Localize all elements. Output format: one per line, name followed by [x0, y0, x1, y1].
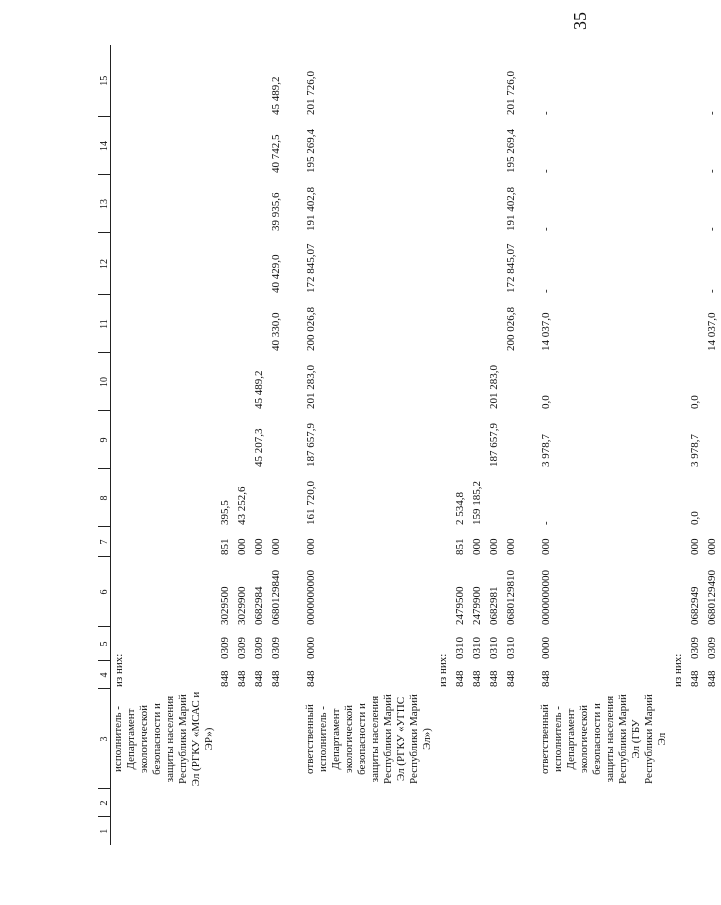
- table-cell-c8: [486, 469, 503, 527]
- table-cell-c12: [687, 233, 704, 295]
- table-cell-c6: [670, 557, 687, 627]
- table-cell-c6: [111, 557, 218, 627]
- table-cell-c4: 848: [505, 670, 517, 687]
- table-cell-c10: 0,0: [540, 395, 552, 409]
- row-spacer: [285, 45, 303, 845]
- table-row: [234, 45, 251, 845]
- table-cell-c8: [251, 469, 268, 527]
- table-cell-c6: 2479900: [471, 586, 483, 625]
- table-cell-c6: 0000000000: [305, 570, 317, 625]
- table-cell-c5: 0309: [706, 637, 718, 659]
- table-row: [111, 45, 218, 845]
- table-cell-c15: [670, 45, 687, 117]
- table-cell-c9: [503, 411, 520, 469]
- table-cell-c14: 195 269,4: [505, 129, 517, 173]
- table-cell-c10: 201 283,0: [305, 365, 317, 409]
- table-cell-c4: 848: [270, 670, 282, 687]
- table-cell-c6: 0680129810: [505, 570, 517, 625]
- table-cell-c13: [452, 175, 469, 233]
- table-cell-c13: -: [706, 227, 718, 231]
- table-cell-c15: [435, 45, 452, 117]
- table-cell-c6: 3029900: [236, 586, 248, 625]
- table-row: [687, 45, 704, 845]
- table-cell-c9: [435, 411, 452, 469]
- table-cell-c13: [687, 175, 704, 233]
- table-cell-c3: [503, 689, 520, 789]
- column-number: 11: [98, 295, 111, 353]
- table-cell-c7: 000: [253, 538, 265, 555]
- table-cell-c12: [234, 233, 251, 295]
- table-cell-empty: [503, 817, 520, 845]
- table-cell-c15: [486, 45, 503, 117]
- column-number: 5: [98, 627, 111, 661]
- table-cell-empty: [303, 789, 435, 817]
- table-cell-c11: [234, 295, 251, 353]
- table-cell-c14: -: [540, 169, 552, 173]
- table-cell-c7: 000: [270, 538, 282, 555]
- table-cell-c13: 191 402,8: [505, 187, 517, 231]
- table-cell-empty: [435, 817, 452, 845]
- table-cell-c13: [217, 175, 234, 233]
- table-cell-c5: 0310: [471, 637, 483, 659]
- table-cell-c6: 0682984: [253, 586, 265, 625]
- table-cell-c7: 000: [706, 538, 718, 555]
- table-cell-empty: [469, 789, 486, 817]
- table-cell-c5: 0000: [305, 637, 317, 659]
- table-cell-empty: [670, 817, 687, 845]
- table-cell-empty: [268, 817, 285, 845]
- row-spacer: [520, 45, 538, 845]
- table-cell-c8: 159 185,2: [471, 481, 483, 525]
- table-cell-c10: [503, 353, 520, 411]
- table-cell-c10: 201 283,0: [488, 365, 500, 409]
- table-cell-c8: 43 252,6: [236, 486, 248, 525]
- table-cell-c14: [687, 117, 704, 175]
- table-cell-c3: [234, 689, 251, 789]
- table-cell-c4: 848: [689, 670, 701, 687]
- table-cell-empty: [251, 817, 268, 845]
- table-cell-c14: [435, 117, 452, 175]
- table-cell-empty: [486, 817, 503, 845]
- table-cell-empty: [217, 789, 234, 817]
- table-cell-c7: 851: [219, 538, 231, 555]
- table-row: [303, 45, 435, 845]
- table-cell-c5: [111, 627, 218, 661]
- table-cell-c4: 848: [219, 670, 231, 687]
- table-cell-empty: [303, 817, 435, 845]
- table-cell-empty: [670, 789, 687, 817]
- table-cell-c3: [670, 689, 687, 789]
- table-cell-empty: [251, 789, 268, 817]
- table-cell-c14: 40 742,5: [270, 134, 282, 173]
- table-cell-c6: 0680129490: [706, 570, 718, 625]
- table-cell-c15: 201 726,0: [305, 71, 317, 115]
- table-cell-c12: [111, 233, 218, 295]
- table-cell-c14: [111, 117, 218, 175]
- table-cell-c10: [111, 353, 218, 411]
- table-cell-c12: [435, 233, 452, 295]
- table-cell-c9: [111, 411, 218, 469]
- table-cell-empty: [687, 817, 704, 845]
- table-cell-c10: 45 489,2: [253, 370, 265, 409]
- table-cell-c3: ответственный исполнитель - Департамент экологической безопасности и защиты населения Республики Марий Эл (ГБУ Республики Марий Эл: [539, 694, 668, 784]
- table-cell-c12: -: [706, 289, 718, 293]
- table-cell-c13: [111, 175, 218, 233]
- table-cell-c10: [435, 353, 452, 411]
- table-cell-empty: [503, 789, 520, 817]
- table-cell-c15: [111, 45, 218, 117]
- table-cell-empty: [687, 789, 704, 817]
- table-row: [670, 45, 687, 845]
- table-cell-c4: 848: [540, 670, 552, 687]
- table-cell-empty: [452, 789, 469, 817]
- table-cell-c5: 0309: [236, 637, 248, 659]
- table-cell-c12: 40 429,0: [270, 254, 282, 293]
- table-cell-c5: 0309: [253, 637, 265, 659]
- table-cell-c9: 45 207,3: [253, 428, 265, 467]
- table-cell-c11: 40 330,0: [270, 312, 282, 351]
- table-row: [538, 45, 670, 845]
- table-cell-c4: 848: [253, 670, 265, 687]
- table-cell-c12: [486, 233, 503, 295]
- table-cell-empty: [469, 817, 486, 845]
- table-cell-c7: [435, 527, 452, 557]
- table-row: [469, 45, 486, 845]
- table-cell-c9: [268, 411, 285, 469]
- table-cell-c13: [469, 175, 486, 233]
- table-cell-c6: 0680129840: [270, 570, 282, 625]
- table-cell-c8: [503, 469, 520, 527]
- table-cell-c15: [469, 45, 486, 117]
- table-cell-c8: [111, 469, 218, 527]
- table-cell-c15: -: [706, 111, 718, 115]
- table-cell-c15: 45 489,2: [270, 76, 282, 115]
- table-cell-c12: [251, 233, 268, 295]
- table-cell-c7: 000: [488, 538, 500, 555]
- table-cell-c6: 0682981: [488, 586, 500, 625]
- column-number-row: [98, 45, 111, 845]
- table-cell-c7: 000: [471, 538, 483, 555]
- table-cell-c9: [234, 411, 251, 469]
- table-row: [217, 45, 234, 845]
- table-row: [486, 45, 503, 845]
- table-cell-c14: [486, 117, 503, 175]
- table-cell-c12: [469, 233, 486, 295]
- spacer-cell: [520, 45, 538, 845]
- table-cell-c11: 200 026,8: [305, 307, 317, 351]
- table-cell-c10: [217, 353, 234, 411]
- table-cell-c11: [251, 295, 268, 353]
- table-cell-c9: [670, 411, 687, 469]
- table-cell-c8: 395,5: [219, 500, 231, 525]
- table-cell-c12: [217, 233, 234, 295]
- table-cell-empty: [435, 789, 452, 817]
- table-cell-c7: 000: [505, 538, 517, 555]
- table-cell-c11: [452, 295, 469, 353]
- table-cell-c14: 195 269,4: [305, 129, 317, 173]
- table-cell-c9: 187 657,9: [488, 423, 500, 467]
- table-cell-c14: [452, 117, 469, 175]
- table-row: [268, 45, 285, 845]
- table-cell-c4: 848: [305, 670, 317, 687]
- table-cell-empty: [268, 789, 285, 817]
- table-cell-c14: [670, 117, 687, 175]
- table-cell-c6: 2479500: [454, 586, 466, 625]
- table-cell-c5: 0310: [454, 637, 466, 659]
- table-cell-c9: [704, 411, 721, 469]
- table-cell-empty: [234, 817, 251, 845]
- table-cell-c11: [111, 295, 218, 353]
- table-cell-empty: [538, 817, 670, 845]
- table-cell-c5: 0309: [219, 637, 231, 659]
- column-number: 6: [98, 557, 111, 627]
- table-cell-c11: [435, 295, 452, 353]
- table-cell-c12: 172 845,07: [305, 243, 317, 293]
- table-cell-empty: [486, 789, 503, 817]
- table-cell-c15: [217, 45, 234, 117]
- column-number: 8: [98, 469, 111, 527]
- column-number: 13: [98, 175, 111, 233]
- table-cell-c3: [435, 689, 452, 789]
- table-cell-c10: [670, 353, 687, 411]
- table-cell-c5: 0310: [505, 637, 517, 659]
- column-number: 3: [98, 689, 111, 789]
- table-cell-c7: 000: [689, 538, 701, 555]
- table-cell-c9: 187 657,9: [305, 423, 317, 467]
- table-cell-c12: -: [540, 289, 552, 293]
- table-cell-empty: [538, 789, 670, 817]
- table-cell-c13: 191 402,8: [305, 187, 317, 231]
- column-number: 15: [98, 45, 111, 117]
- table-cell-c14: [234, 117, 251, 175]
- table-cell-c4: из них:: [113, 653, 125, 687]
- column-number: 1: [98, 817, 111, 845]
- table-cell-c4: 848: [488, 670, 500, 687]
- table-cell-c14: [217, 117, 234, 175]
- table-row: [704, 45, 721, 845]
- table-cell-c3: [469, 689, 486, 789]
- table-cell-c14: [469, 117, 486, 175]
- table-cell-c10: 0,0: [689, 395, 701, 409]
- table-cell-c8: 2 534,8: [454, 492, 466, 525]
- table-row: [435, 45, 452, 845]
- table-cell-c3: [687, 689, 704, 789]
- table-cell-c3: [217, 689, 234, 789]
- table-cell-c11: 14 037,0: [706, 312, 718, 351]
- column-number: 10: [98, 353, 111, 411]
- table-cell-c3: исполнитель - Департамент экологической безопасности и защиты населения Республики Марий Эл (РГКУ «МСАС и ЭР»): [112, 691, 215, 787]
- table-cell-c3: [486, 689, 503, 789]
- table-cell-c8: [704, 469, 721, 527]
- table-cell-c8: [435, 469, 452, 527]
- column-number: 12: [98, 233, 111, 295]
- table-cell-c7: 851: [454, 538, 466, 555]
- table-cell-c10: [452, 353, 469, 411]
- table-cell-c13: [234, 175, 251, 233]
- table-cell-c4: из них:: [672, 653, 684, 687]
- table-cell-c8: -: [540, 521, 552, 525]
- table-cell-c12: [670, 233, 687, 295]
- column-number: 4: [98, 661, 111, 689]
- page-number: 35: [570, 12, 590, 30]
- table-cell-empty: [234, 789, 251, 817]
- table-cell-c13: [670, 175, 687, 233]
- table-cell-c5: 0000: [540, 637, 552, 659]
- rotated-table-wrapper: [98, 45, 718, 845]
- table-body: [111, 45, 721, 845]
- table-cell-c6: 3029500: [219, 586, 231, 625]
- table-cell-c4: 848: [454, 670, 466, 687]
- table-cell-c9: [452, 411, 469, 469]
- table-cell-c13: [486, 175, 503, 233]
- table-cell-c8: 0,0: [689, 511, 701, 525]
- table-cell-empty: [704, 817, 721, 845]
- table-cell-c6: 0000000000: [540, 570, 552, 625]
- table-cell-c15: [251, 45, 268, 117]
- table-row: [452, 45, 469, 845]
- table-cell-c11: [469, 295, 486, 353]
- table-cell-c5: 0310: [488, 637, 500, 659]
- table-cell-c5: 0309: [689, 637, 701, 659]
- table-cell-c4: 848: [471, 670, 483, 687]
- table-cell-c7: [670, 527, 687, 557]
- table-cell-c9: 3 978,7: [540, 434, 552, 467]
- table-cell-c13: [435, 175, 452, 233]
- table-cell-c11: [486, 295, 503, 353]
- table-cell-c12: 172 845,07: [505, 243, 517, 293]
- column-number: 2: [98, 789, 111, 817]
- table-cell-c8: [268, 469, 285, 527]
- table-cell-c11: 200 026,8: [505, 307, 517, 351]
- column-number: 7: [98, 527, 111, 557]
- table-row: [503, 45, 520, 845]
- budget-table: [98, 45, 721, 845]
- table-cell-empty: [217, 817, 234, 845]
- table-cell-c7: 000: [540, 538, 552, 555]
- table-cell-c15: [687, 45, 704, 117]
- table-cell-c7: 000: [236, 538, 248, 555]
- table-cell-c15: -: [540, 111, 552, 115]
- table-cell-empty: [111, 789, 218, 817]
- table-cell-c11: 14 037,0: [540, 312, 552, 351]
- table-cell-c8: 161 720,0: [305, 481, 317, 525]
- table-row: [251, 45, 268, 845]
- table-cell-empty: [704, 789, 721, 817]
- table-cell-c9: [469, 411, 486, 469]
- table-cell-c10: [469, 353, 486, 411]
- table-cell-c15: 201 726,0: [505, 71, 517, 115]
- table-cell-c6: [435, 557, 452, 627]
- table-cell-c9: 3 978,7: [689, 434, 701, 467]
- table-cell-c9: [217, 411, 234, 469]
- table-cell-c4: 848: [236, 670, 248, 687]
- table-cell-c13: -: [540, 227, 552, 231]
- table-cell-empty: [111, 817, 218, 845]
- table-cell-c10: [268, 353, 285, 411]
- table-cell-c3: ответственный исполнитель - Департамент экологической безопасности и защиты населения Республики Марий Эл (РГКУ «УГПС Республики Марий Эл»): [304, 694, 433, 784]
- table-cell-c12: [452, 233, 469, 295]
- table-cell-c3: [251, 689, 268, 789]
- table-cell-c10: [704, 353, 721, 411]
- table-cell-c11: [670, 295, 687, 353]
- table-cell-c13: [251, 175, 268, 233]
- table-cell-c3: [452, 689, 469, 789]
- spacer-cell: [285, 45, 303, 845]
- table-cell-c3: [704, 689, 721, 789]
- table-cell-c10: [234, 353, 251, 411]
- table-cell-c15: [234, 45, 251, 117]
- table-cell-empty: [452, 817, 469, 845]
- table-cell-c4: из них:: [437, 653, 449, 687]
- column-number: 14: [98, 117, 111, 175]
- table-cell-c7: 000: [305, 538, 317, 555]
- table-cell-c4: 848: [706, 670, 718, 687]
- table-cell-c13: 39 935,6: [270, 192, 282, 231]
- table-cell-c5: 0309: [270, 637, 282, 659]
- table-cell-c14: -: [706, 169, 718, 173]
- table-cell-c8: [670, 469, 687, 527]
- table-cell-c14: [251, 117, 268, 175]
- table-cell-c6: 0682949: [689, 586, 701, 625]
- table-cell-c11: [687, 295, 704, 353]
- column-number: 9: [98, 411, 111, 469]
- table-cell-c3: [268, 689, 285, 789]
- table-cell-c11: [217, 295, 234, 353]
- table-cell-c7: [111, 527, 218, 557]
- table-cell-c15: [452, 45, 469, 117]
